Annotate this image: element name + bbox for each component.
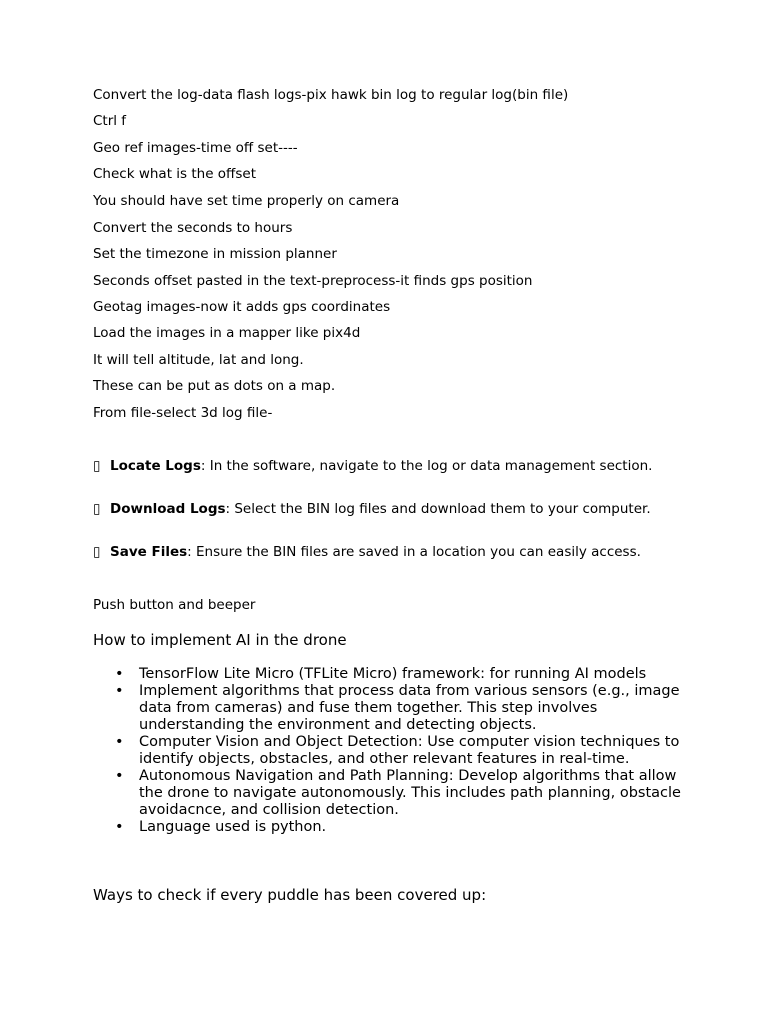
bullet-icon: •	[115, 768, 124, 784]
bullet-icon: •	[115, 819, 124, 835]
list-item-text: Autonomous Navigation and Path Planning: Develop algorithms that allow the drone to navigate autonomously. This includes path planning, obstacle avoidacnce, and collision detection.	[139, 768, 681, 818]
step-title: Locate Logs	[110, 458, 201, 474]
note-line: It will tell altitude, lat and long.	[93, 352, 304, 368]
note-line: You should have set time properly on camera	[93, 193, 400, 209]
list-item	[93, 768, 683, 819]
note-line: Geotag images-now it adds gps coordinates	[93, 299, 391, 315]
missing-glyph-icon: ▯	[93, 544, 101, 560]
list-item-text: Implement algorithms that process data from various sensors (e.g., image data from cameras) and fuse them together. This step involves understanding the environment and detecting objects.	[139, 683, 680, 733]
step-text: : In the software, navigate to the log or data management section.	[200, 458, 653, 474]
note-line: Set the timezone in mission planner	[93, 246, 337, 262]
puddle-heading: Ways to check if every puddle has been covered up:	[93, 886, 487, 904]
step-save-files	[93, 544, 678, 560]
list-item-text: Language used is python.	[139, 819, 327, 835]
push-button-line: Push button and beeper	[93, 597, 256, 613]
step-text: : Select the BIN log files and download them to your computer.	[225, 501, 651, 517]
ai-heading: How to implement AI in the drone	[93, 631, 347, 649]
list-item-text: Computer Vision and Object Detection: Use computer vision techniques to identify objects, obstacles, and other relevant features in real-time.	[139, 734, 680, 767]
ai-list	[93, 666, 683, 836]
step-locate-logs	[93, 458, 678, 474]
note-line: Ctrl f	[93, 113, 127, 129]
note-line: Seconds offset pasted in the text-preprocess-it finds gps position	[93, 273, 533, 289]
list-item-text: TensorFlow Lite Micro (TFLite Micro) framework: for running AI models	[139, 666, 647, 682]
note-line: Convert the log-data flash logs-pix hawk bin log to regular log(bin file)	[93, 87, 569, 103]
step-text: : Ensure the BIN files are saved in a location you can easily access.	[187, 544, 641, 560]
step-title: Download Logs	[110, 501, 226, 517]
list-item	[93, 734, 683, 768]
note-line: Convert the seconds to hours	[93, 220, 293, 236]
note-line: From file-select 3d log file-	[93, 405, 273, 421]
list-item	[93, 666, 683, 683]
note-line: Load the images in a mapper like pix4d	[93, 325, 361, 341]
step-download-logs	[93, 501, 678, 517]
step-title: Save Files	[110, 544, 188, 560]
note-line: These can be put as dots on a map.	[93, 378, 336, 394]
bullet-icon: •	[115, 683, 124, 699]
note-line: Check what is the offset	[93, 166, 256, 182]
bullet-icon: •	[115, 734, 124, 750]
missing-glyph-icon: ▯	[93, 458, 101, 474]
list-item	[93, 683, 683, 734]
bullet-icon: •	[115, 666, 124, 682]
note-line: Geo ref images-time off set----	[93, 140, 298, 156]
missing-glyph-icon: ▯	[93, 501, 101, 517]
list-item	[93, 819, 683, 836]
